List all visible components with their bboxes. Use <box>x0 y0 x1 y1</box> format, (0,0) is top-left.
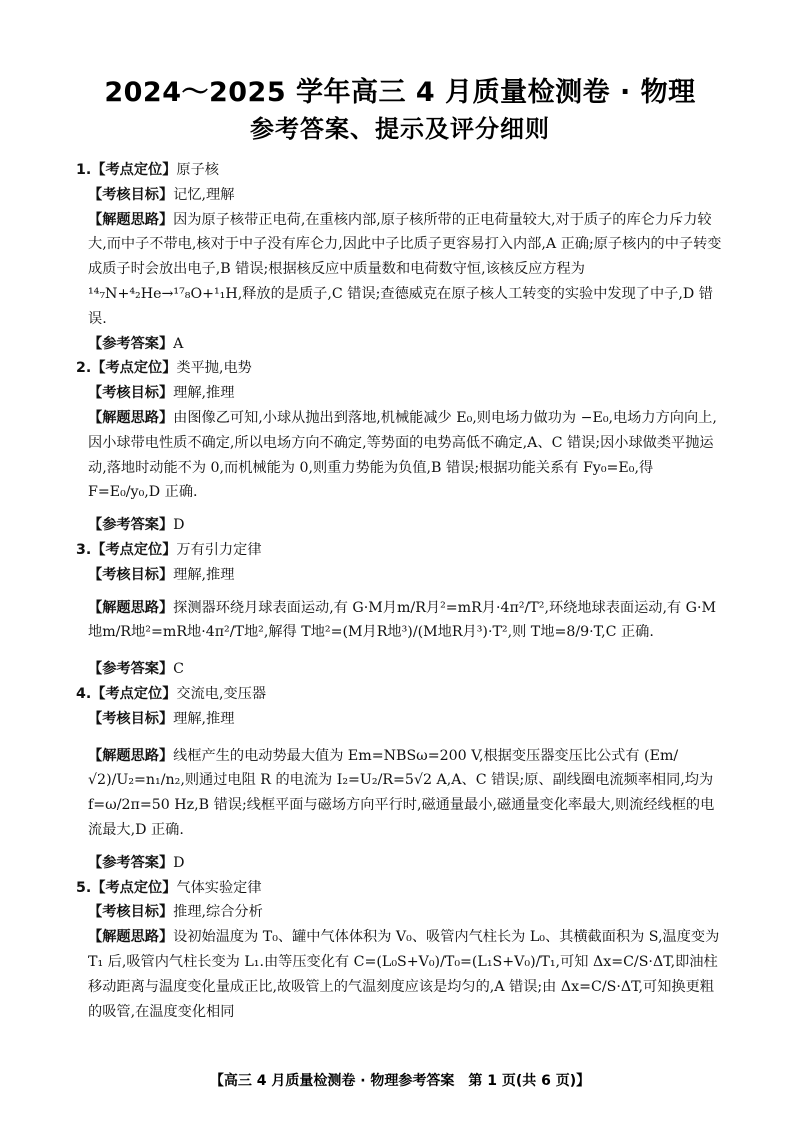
question-point: 气体实验定律 <box>176 879 262 896</box>
question-idea-line <box>88 596 728 646</box>
question-number: 2. <box>76 360 92 377</box>
question-point: 万有引力定律 <box>176 541 262 558</box>
question-goal-line <box>88 563 728 588</box>
question-point-line <box>76 682 728 707</box>
question-answer-line <box>88 851 728 876</box>
label-point: 【考点定位】 <box>91 685 177 702</box>
question-block <box>76 356 728 538</box>
question-block <box>76 876 728 1025</box>
question-idea: 由图像乙可知,小球从抛出到落地,机械能减少 E₀,则电场力做功为 −E₀,电场力方向向上,因小球带电性质不确定,所以电场方向不确定,等势面的电势高低不确定,A、C 错误;因小球做类平抛运动,落地时动能不为 0,而机械能为 0,则重力势能为负值,B 错误;根据功能关系有 Fy₀=E₀,得 F=E₀/y₀,D 正确. <box>88 409 717 501</box>
question-goal: 理解,推理 <box>173 385 235 402</box>
question-idea: 线框产生的电动势最大值为 Em=NBSω=200 V,根据变压器变压比公式有 (Em/√2)/U₂=n₁/n₂,则通过电阻 R 的电流为 I₂=U₂/R=5√2 A,A、C 错误;原、副线圈电流频率相同,均为 f=ω/2π=50 Hz,B 错误;线框平面与磁场方向平行时,磁通量最小,磁通量变化率最大,则流经线框的电流最大,D 正确. <box>88 747 715 838</box>
page-title: 2024～2025 学年高三 4 月质量检测卷 · 物理 <box>104 77 696 108</box>
question-goal: 推理,综合分析 <box>173 904 263 921</box>
label-goal: 【考核目标】 <box>88 566 174 583</box>
question-answer: C <box>173 661 184 678</box>
label-answer: 【参考答案】 <box>88 854 174 871</box>
question-answer-line <box>88 657 728 682</box>
question-idea: 设初始温度为 T₀、罐中气体体积为 V₀、吸管内气柱长为 L₀、其横截面积为 S,温度变为 T₁ 后,吸管内气柱长变为 L₁.由等压变化有 C=(L₀S+V₀)/T₀=(L₁S+V₀)/T₁,可知 Δx=C/S·ΔT,即油柱移动距离与温度变化量成正比,故吸管上的气温刻度应该是均匀的,A 错误;由 Δx=C/S·ΔT,可知换更粗的吸管,在温度变化相同 <box>88 929 720 1020</box>
question-answer: A <box>173 335 184 352</box>
question-goal-line <box>88 900 728 925</box>
label-goal: 【考核目标】 <box>88 904 174 921</box>
question-idea-line <box>88 925 728 1024</box>
question-goal-line <box>88 381 728 406</box>
label-idea: 【解题思路】 <box>88 929 174 946</box>
label-goal: 【考核目标】 <box>88 186 174 203</box>
question-idea-line <box>88 406 728 505</box>
label-idea: 【解题思路】 <box>88 599 174 616</box>
question-point: 交流电,变压器 <box>176 685 267 702</box>
question-number: 3. <box>76 541 92 558</box>
question-number: 5. <box>76 879 92 896</box>
label-goal: 【考核目标】 <box>88 385 174 402</box>
question-point-line <box>76 158 728 183</box>
question-block <box>76 538 728 682</box>
label-goal: 【考核目标】 <box>88 710 174 727</box>
question-block <box>76 682 728 876</box>
label-point: 【考点定位】 <box>91 162 177 178</box>
question-point-line <box>76 876 728 901</box>
question-number: 4. <box>76 685 92 702</box>
label-idea: 【解题思路】 <box>88 409 174 426</box>
label-answer: 【参考答案】 <box>88 517 174 534</box>
page-footer: 【高三 4 月质量检测卷 · 物理参考答案 第 1 页(共 6 页)】 <box>209 1073 591 1089</box>
answer-content <box>76 158 728 1024</box>
question-goal: 理解,推理 <box>173 566 235 583</box>
question-answer: D <box>173 517 185 534</box>
question-goal: 理解,推理 <box>173 710 235 727</box>
question-point-line <box>76 356 728 381</box>
question-answer-line <box>88 332 728 357</box>
question-idea-line <box>88 744 728 843</box>
question-answer: D <box>173 854 185 871</box>
question-block <box>76 158 728 356</box>
question-answer-line <box>88 513 728 538</box>
question-idea: 探测器环绕月球表面运动,有 G·M月m/R月²=mR月·4π²/T²,环绕地球表面运动,有 G·M地m/R地²=mR地·4π²/T地²,解得 T地²=(M月R地³)/(M地R月³)·T²,则 T地=8/9·T,C 正确. <box>88 599 717 641</box>
page-subtitle: 参考答案、提示及评分细则 <box>250 115 550 143</box>
question-goal-line <box>88 183 728 208</box>
label-point: 【考点定位】 <box>91 879 177 896</box>
question-idea-line <box>88 208 728 332</box>
question-goal: 记忆,理解 <box>173 186 235 203</box>
question-goal-line <box>88 707 728 732</box>
question-point: 原子核 <box>176 162 219 178</box>
label-point: 【考点定位】 <box>91 541 177 558</box>
question-point: 类平抛,电势 <box>176 360 252 377</box>
label-idea: 【解题思路】 <box>88 747 174 764</box>
label-idea: 【解题思路】 <box>88 211 174 228</box>
label-answer: 【参考答案】 <box>88 335 174 352</box>
question-point-line <box>76 538 728 563</box>
label-point: 【考点定位】 <box>91 360 177 377</box>
label-answer: 【参考答案】 <box>88 661 174 678</box>
question-idea: 因为原子核带正电荷,在重核内部,原子核所带的正电荷量较大,对于质子的库仑力斥力较大,而中子不带电,核对于中子没有库仑力,因此中子比质子更容易打入内部,A 正确;原子核内的中子转变成质子时会放出电子,B 错误;根据核反应中质量数和电荷数守恒,该核反应方程为¹⁴₇N+⁴₂He→¹⁷₈O+¹₁H,释放的是质子,C 错误;查德威克在原子核人工转变的实验中发现了中子,D 错误. <box>88 211 722 327</box>
question-number: 1. <box>76 162 92 178</box>
